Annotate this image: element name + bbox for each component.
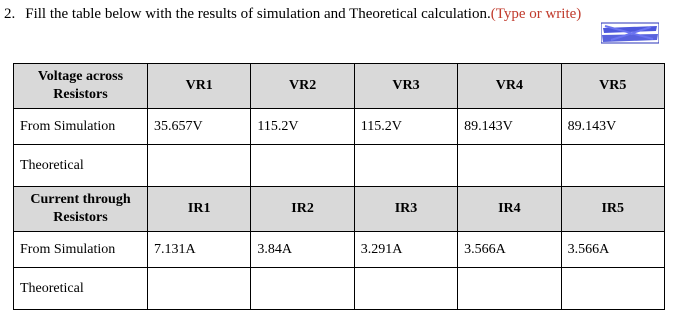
current-simulation-cell: 3.566A: [458, 232, 561, 268]
current-simulation-cell: 3.291A: [354, 232, 457, 268]
current-simulation-cell: 3.84A: [251, 232, 354, 268]
current-column-header: IR3: [354, 187, 457, 232]
question-number: 2.: [4, 6, 16, 22]
results-table: [13, 63, 665, 310]
question-heading: [4, 6, 581, 23]
current-theoretical-cell[interactable]: [561, 268, 664, 310]
current-column-header: IR2: [251, 187, 354, 232]
voltage-simulation-row: [14, 109, 665, 145]
current-theoretical-cell[interactable]: [354, 268, 457, 310]
voltage-simulation-cell: 89.143V: [458, 109, 561, 145]
current-simulation-row: [14, 232, 665, 268]
voltage-column-header: VR5: [561, 64, 664, 109]
row-label: From Simulation: [14, 232, 148, 268]
current-header-label: Current through Resistors: [14, 187, 148, 232]
current-column-header: IR1: [148, 187, 251, 232]
voltage-column-header: VR2: [251, 64, 354, 109]
voltage-simulation-cell: 115.2V: [251, 109, 354, 145]
voltage-simulation-cell: 115.2V: [354, 109, 457, 145]
voltage-theoretical-cell[interactable]: [458, 145, 561, 187]
voltage-header-label: Voltage across Resistors: [14, 64, 148, 109]
current-simulation-cell: 3.566A: [561, 232, 664, 268]
current-column-header: IR4: [458, 187, 561, 232]
voltage-theoretical-cell[interactable]: [148, 145, 251, 187]
voltage-column-header: VR4: [458, 64, 561, 109]
voltage-theoretical-cell[interactable]: [561, 145, 664, 187]
current-simulation-cell: 7.131A: [148, 232, 251, 268]
current-theoretical-cell[interactable]: [251, 268, 354, 310]
voltage-column-header: VR1: [148, 64, 251, 109]
question-hint: (Type or write): [490, 6, 582, 22]
current-theoretical-cell[interactable]: [458, 268, 561, 310]
current-theoretical-row: [14, 268, 665, 310]
voltage-theoretical-row: [14, 145, 665, 187]
voltage-theoretical-cell[interactable]: [354, 145, 457, 187]
redaction-scribble: [601, 22, 659, 44]
current-column-header: IR5: [561, 187, 664, 232]
voltage-simulation-cell: 35.657V: [148, 109, 251, 145]
row-label: Theoretical: [14, 145, 148, 187]
voltage-column-header: VR3: [354, 64, 457, 109]
voltage-header-row: [14, 64, 665, 109]
current-theoretical-cell[interactable]: [148, 268, 251, 310]
row-label: From Simulation: [14, 109, 148, 145]
current-header-row: [14, 187, 665, 232]
voltage-simulation-cell: 89.143V: [561, 109, 664, 145]
question-text: Fill the table below with the results of simulation and Theoretical calculation.: [25, 6, 491, 22]
voltage-theoretical-cell[interactable]: [251, 145, 354, 187]
row-label: Theoretical: [14, 268, 148, 310]
